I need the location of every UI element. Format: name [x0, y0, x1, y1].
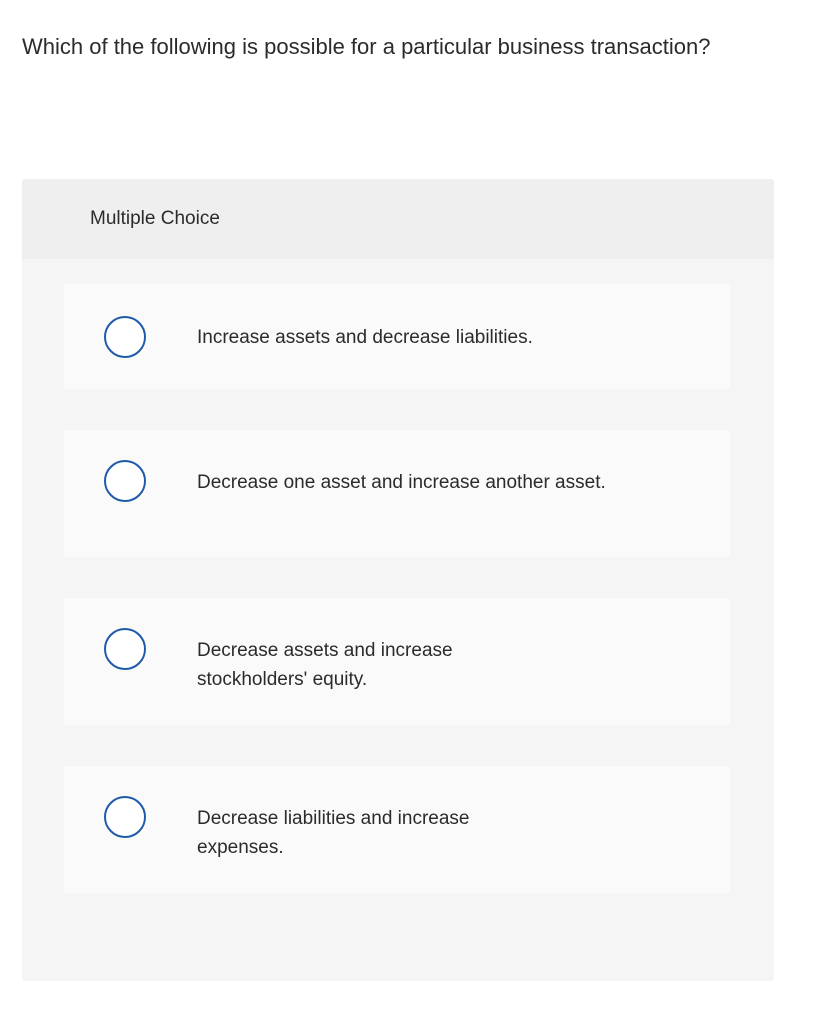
answer-option-3[interactable]: [64, 598, 730, 725]
radio-button-icon[interactable]: [104, 460, 146, 502]
radio-button-icon[interactable]: [104, 628, 146, 670]
multiple-choice-header: [22, 179, 774, 259]
answer-option-4[interactable]: [64, 766, 730, 893]
radio-button-icon[interactable]: [104, 796, 146, 838]
answer-option-text: Decrease one asset and increase another asset.: [197, 472, 606, 493]
answer-option-text: Decrease assets and increase stockholders' equity.: [197, 640, 453, 690]
answer-option-2[interactable]: [64, 430, 730, 557]
answer-option-1[interactable]: [64, 284, 730, 389]
question-text: Which of the following is possible for a particular business transaction?: [22, 34, 711, 59]
radio-button-icon[interactable]: [104, 316, 146, 358]
answer-option-text: Decrease liabilities and increase expenses.: [197, 808, 470, 858]
multiple-choice-label: Multiple Choice: [90, 208, 220, 229]
multiple-choice-panel: [22, 179, 774, 981]
answer-option-text: Increase assets and decrease liabilities.: [197, 327, 533, 348]
